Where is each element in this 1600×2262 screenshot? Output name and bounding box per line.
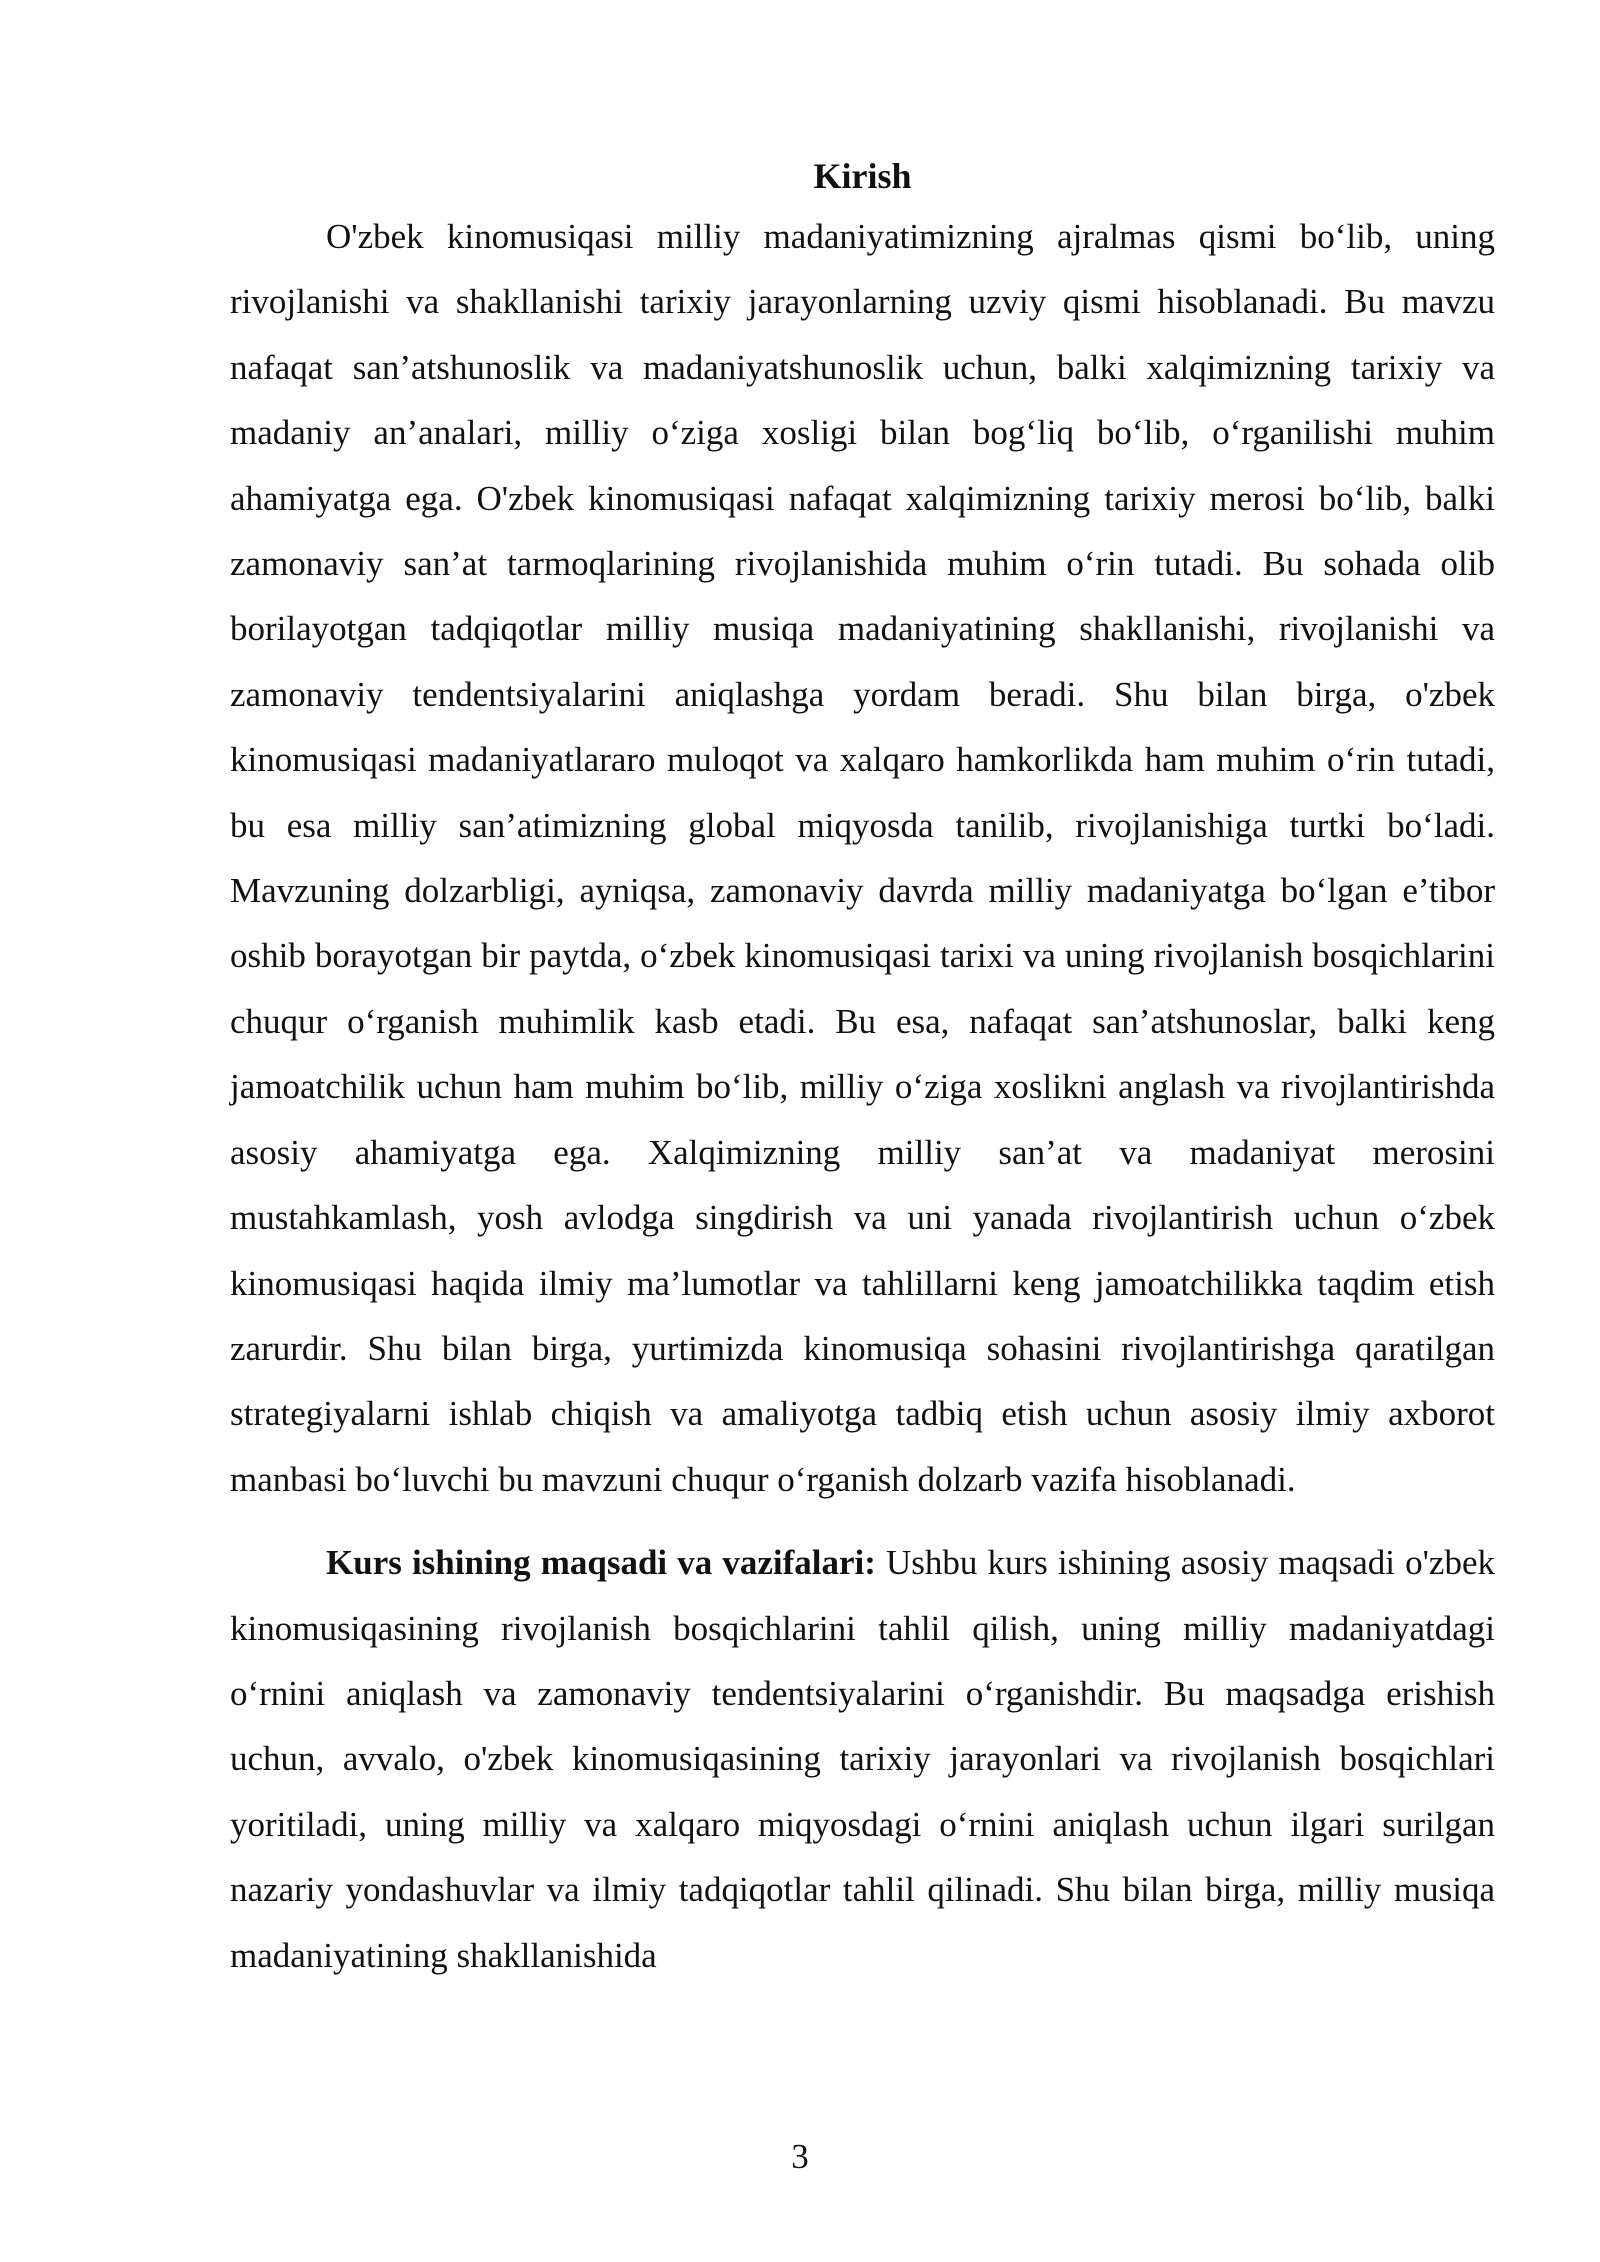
intro-paragraph: O'zbek kinomusiqasi milliy madaniyatimizning ajralmas qismi bo‘lib, uning rivojlanishi va shakllanishi tarixiy jarayonlarning uzviy qismi hisoblanadi. Bu mavzu nafaqat san’atshunoslik va madaniyatshunoslik uchun, balki xalqimizning tarixiy va madaniy an’analari, milliy o‘ziga xosligi bilan bog‘liq bo‘lib, o‘rganilishi muhim ahamiyatga ega. O'zbek kinomusiqasi nafaqat xalqimizning tarixiy merosi bo‘lib, balki zamonaviy san’at tarmoqlarining rivojlanishida muhim o‘rin tutadi. Bu sohada olib borilayotgan tadqiqotlar milliy musiqa madaniyatining shakllanishi, rivojlanishi va zamonaviy tendentsiyalarini aniqlashga yordam beradi. Shu bilan birga, o'zbek kinomusiqasi madaniyatlararo muloqot va xalqaro hamkorlikda ham muhim o‘rin tutadi, bu esa milliy san’atimizning global miqyosda tanilib, rivojlanishiga turtki bo‘ladi. Mavzuning dolzarbligi, ayniqsa, zamonaviy davrda milliy madaniyatga bo‘lgan e’tibor oshib borayotgan bir paytda, o‘zbek kinomusiqasi tarixi va uning rivojlanish bosqichlarini chuqur o‘rganish muhimlik kasb etadi. Bu esa, nafaqat san’atshunoslar, balki keng jamoatchilik uchun ham muhim bo‘lib, milliy o‘ziga xoslikni anglash va rivojlantirishda asosiy ahamiyatga ega. Xalqimizning milliy san’at va madaniyat merosini mustahkamlash, yosh avlodga singdirish va uni yanada rivojlantirish uchun o‘zbek kinomusiqasi haqida ilmiy ma’lumotlar va tahlillarni keng jamoatchilikka taqdim etish zarurdir. Shu bilan birga, yurtimizda kinomusiqa sohasini rivojlantirishga qaratilgan strategiyalarni ishlab chiqish va amaliyotga tadbiq etish uchun asosiy ilmiy axborot manbasi bo‘luvchi bu mavzuni chuqur o‘rganish dolzarb vazifa hisoblanadi.	[230, 217, 1495, 1499]
section-title: Kirish	[813, 156, 912, 196]
goals-heading: Kurs ishining maqsadi va vazifalari:	[326, 1543, 876, 1583]
goals-paragraph	[230, 1530, 1495, 1988]
page-number: 3	[791, 2137, 809, 2176]
page-content	[230, 148, 1495, 1988]
goals-text: Ushbu kurs ishining asosiy maqsadi o'zbek kinomusiqasining rivojlanish bosqichlarini tahlil qilish, uning milliy madaniyatdagi o‘rnini aniqlash va zamonaviy tendentsiyalarini o‘rganishdir. Bu maqsadga erishish uchun, avvalo, o'zbek kinomusiqasining tarixiy jarayonlari va rivojlanish bosqichlari yoritiladi, uning milliy va xalqaro miqyosdagi o‘rnini aniqlash uchun ilgari surilgan nazariy yondashuvlar va ilmiy tadqiqotlar tahlil qilinadi. Shu bilan birga, milliy musiqa madaniyatining shakllanishida	[230, 1543, 1495, 1975]
